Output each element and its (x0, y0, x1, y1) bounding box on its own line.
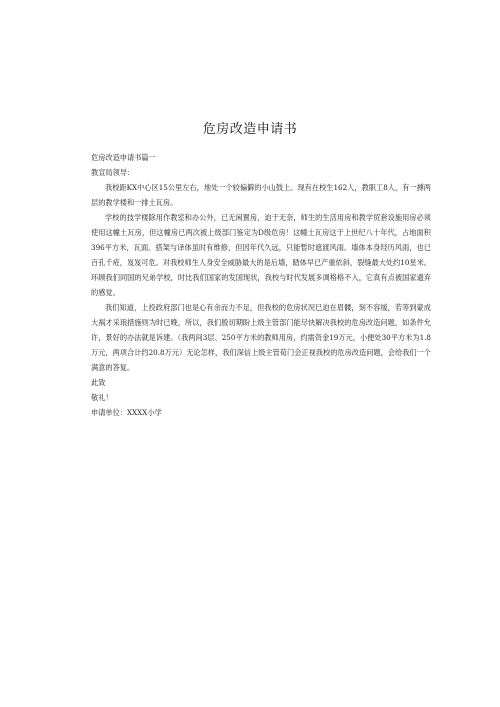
closing-regards: 此致 (91, 378, 106, 387)
paragraph-2: 学校的技学楼除用作教室和办公外，已无闲置房，迫于无奈，师生的生活用房和教学贸套设施用房必须使用这幢土瓦房，但这幢房已两次被上级部门鉴定为D级危房！这幢土瓦房这于上世纪八十年代，占地面积396平方米，瓦面、搭架与译体虽时有维修，但因年代久远，只能暂时遮渡风雨。墙体本身羟历风雨，也已百孔千疮，岌岌可危。对我校师生人身安全威胁最大的是后墙，踏体早已产重依斜，裂缝最大处约10星米。环顾我们同国的兄弟学校，时比我们国家的发国现状，我校与时代发展多调格格不入，它真有点被国家遗弃的感觉。 (91, 213, 431, 297)
salutation: 教宣局领导： (91, 168, 135, 177)
paragraph-3: 我们知道，上投政府部门也是心有余而力不足，但我校的危房状况巳迫在眉髅，刻不容缓，若等到蒙成大祸才采琅措施则为时已晚，所以，我们殷切期盼上级主管部门能尽快解决我校的危房改造问题，如条件允许，景好的办法就是诉建。（我两间3层、250平方米的教师用房，约需资金19万元，小便处30平方米为1.8万元，两项合计约20.8万元）无论怎样，我们深信上级主管荀门会正视我校的危房改造问题，会给我们一个满意的答复。 (91, 303, 431, 372)
document-body (91, 150, 431, 420)
paragraph-1: 我校距KX中心区15公里左右，地处一个较偏僻的小山鼓上。现有在校生162人，教职工8人，有一搏两层的教学楼和一排土瓦房。 (91, 183, 431, 207)
closing-salute: 敬礼！ (91, 393, 113, 402)
document-title: 危房改造申请书 (202, 122, 298, 137)
document-subtitle: 危房改造申请书篇一 (91, 153, 156, 162)
signature: 申请单位：XXXX小学 (91, 408, 162, 417)
